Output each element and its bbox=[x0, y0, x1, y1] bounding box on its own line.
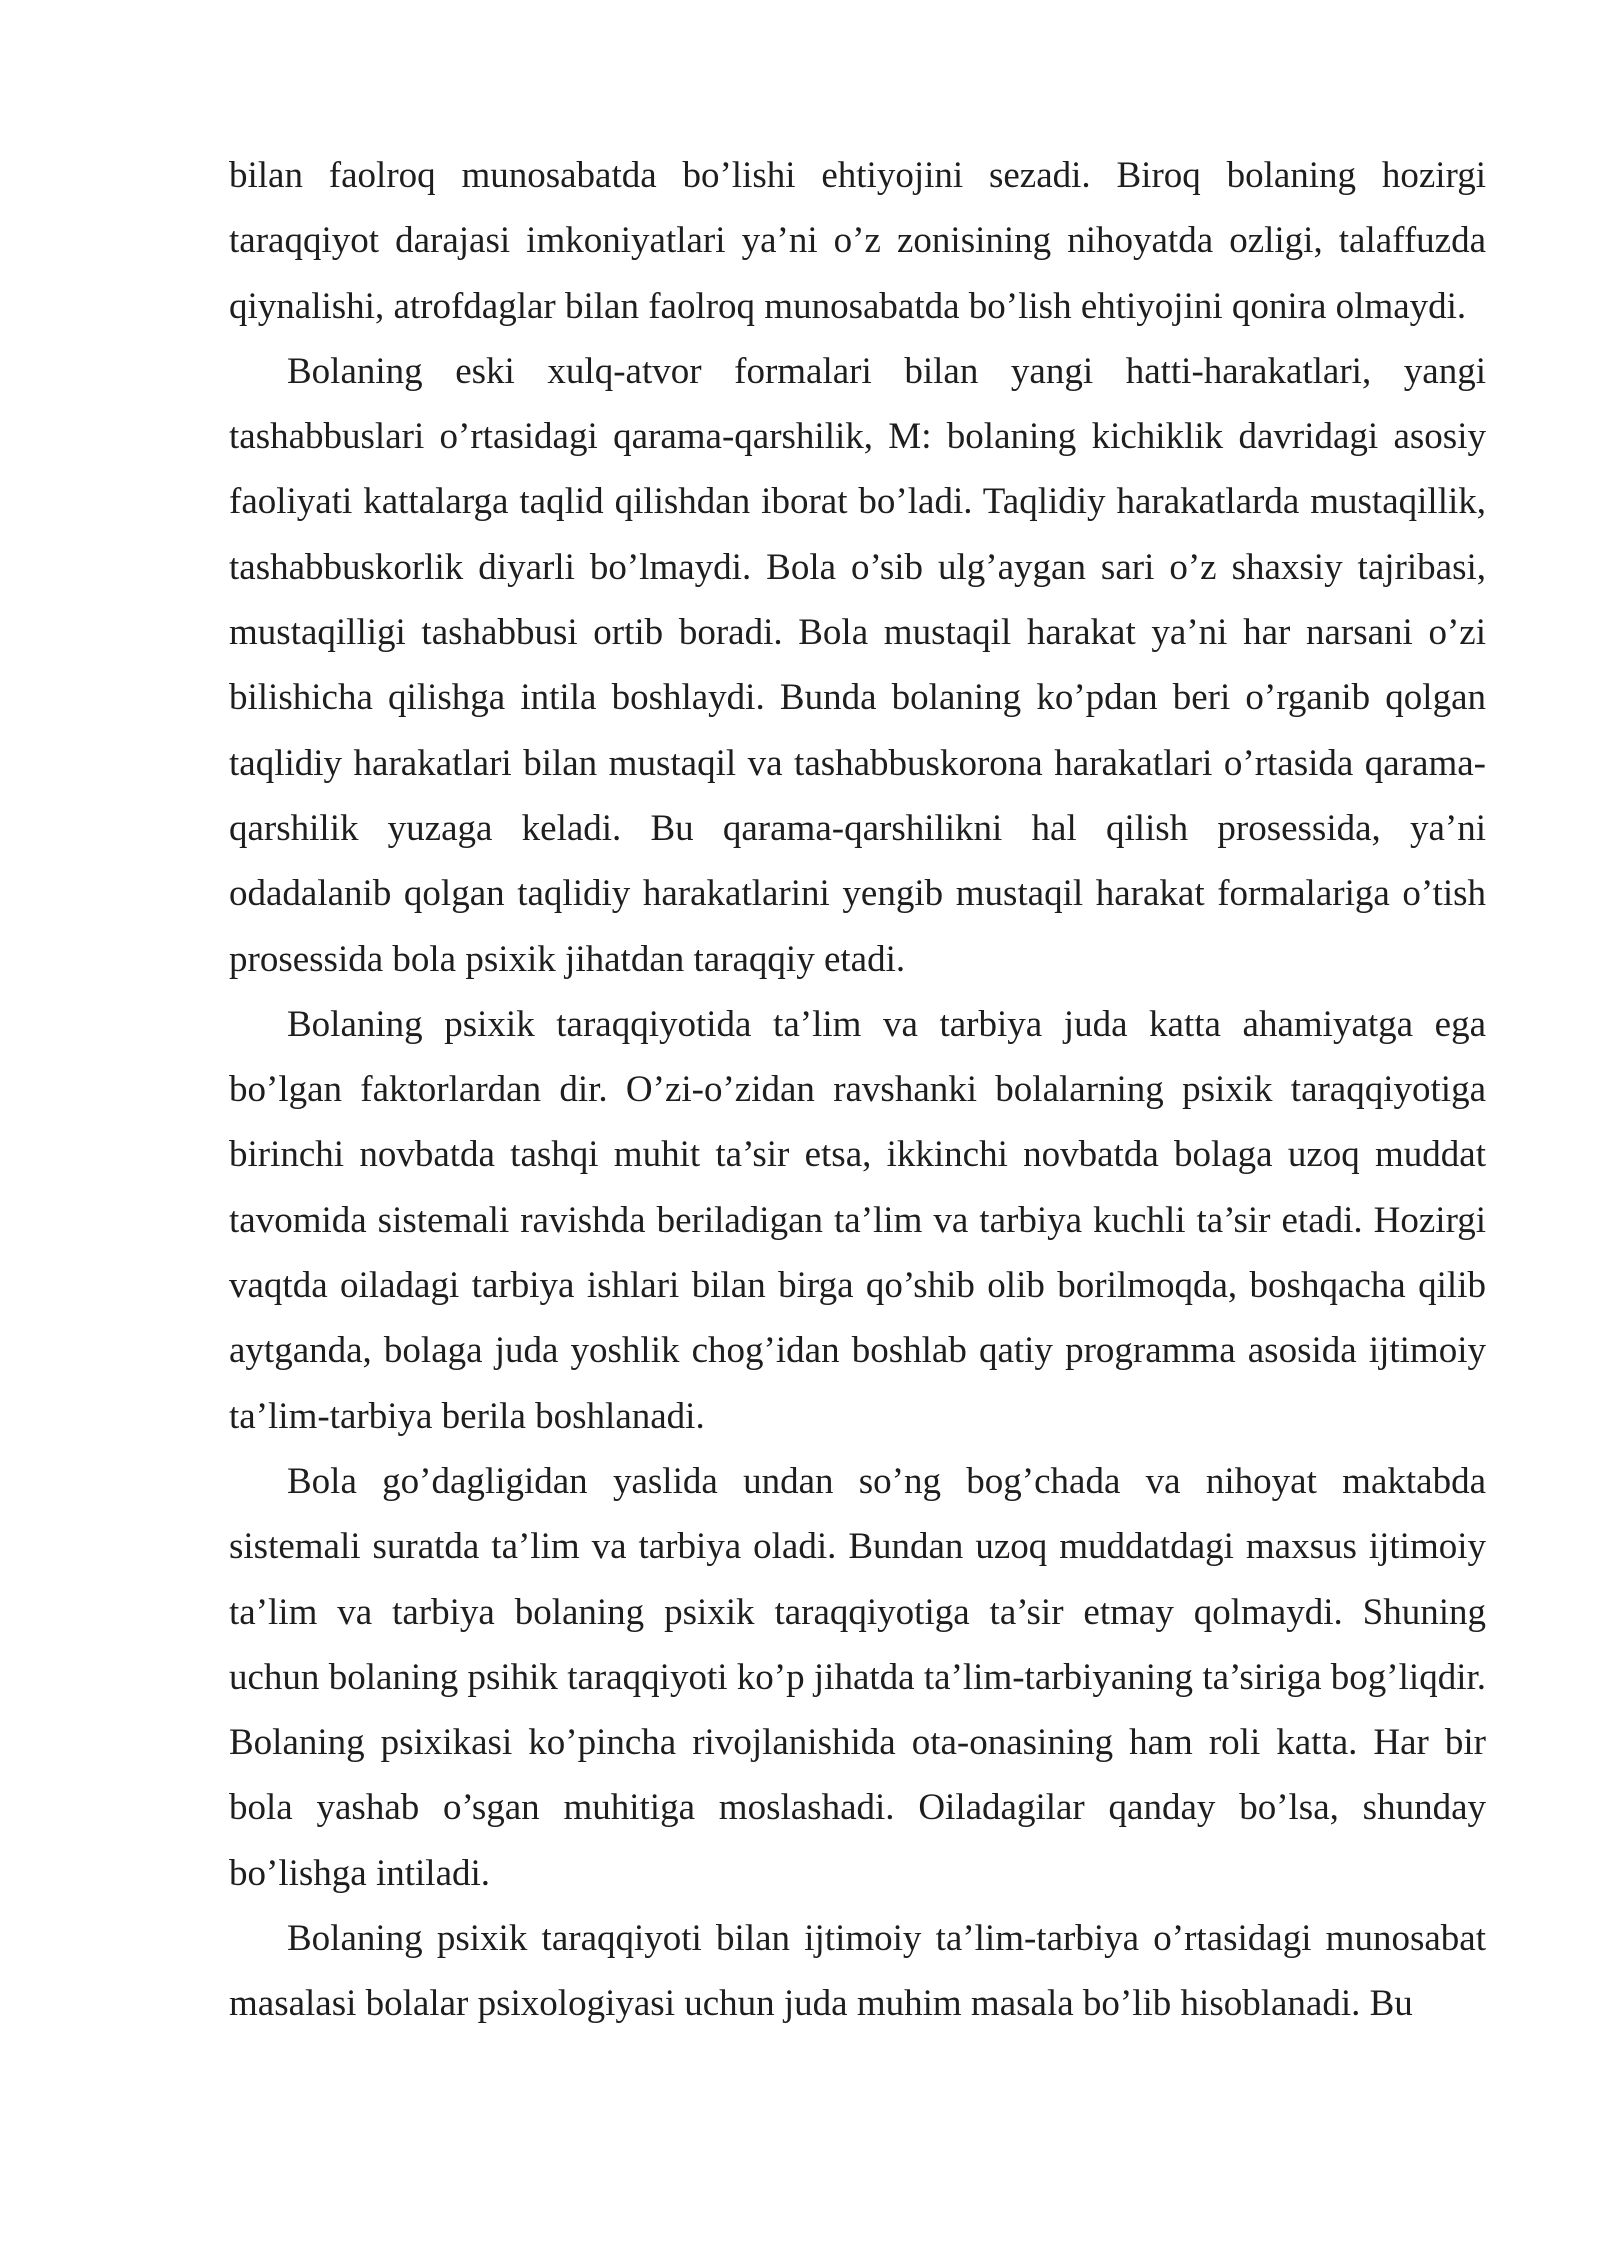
paragraph-1: bilan faolroq munosabatda bo’lishi ehtiyojini sezadi. Biroq bolaning hozirgi taraqqiyot darajasi imkoniyatlari ya’ni o’z zonisining nihoyatda ozligi, talaffuzda qiynalishi, atrofdaglar bilan faolroq munosabatda bo’lish ehtiyojini qonira olmaydi. bbox=[229, 155, 1486, 327]
paragraph-3: Bolaning psixik taraqqiyotida ta’lim va tarbiya juda katta ahamiyatga ega bo’lgan faktorlardan dir. O’zi-o’zidan ravshanki bolalarning psixik taraqqiyotiga birinchi novbatda tashqi muhit ta’sir etsa, ikkinchi novbatda bolaga uzoq muddat tavomida sistemali ravishda beriladigan ta’lim va tarbiya kuchli ta’sir etadi. Hozirgi vaqtda oiladagi tarbiya ishlari bilan birga qo’shib olib borilmoqda, boshqacha qilib aytganda, bolaga juda yoshlik chog’idan boshlab qatiy programma asosida ijtimoiy ta’lim-tarbiya berila boshlanadi. bbox=[229, 1003, 1486, 1437]
body-text bbox=[229, 143, 1486, 2037]
paragraph-5: Bolaning psixik taraqqiyoti bilan ijtimoiy ta’lim-tarbiya o’rtasidagi munosabat masalasi bolalar psixologiyasi uchun juda muhim masala bo’lib hisoblanadi. Bu bbox=[229, 1918, 1486, 2025]
paragraph-4: Bola go’dagligidan yaslida undan so’ng bog’chada va nihoyat maktabda sistemali suratda ta’lim va tarbiya oladi. Bundan uzoq muddatdagi maxsus ijtimoiy ta’lim va tarbiya bolaning psixik taraqqiyotiga ta’sir etmay qolmaydi. Shuning uchun bolaning psihik taraqqiyoti ko’p jihatda ta’lim-tarbiyaning ta’siriga bog’liqdir. Bolaning psixikasi ko’pincha rivojlanishida ota-onasining ham roli katta. Har bir bola yashab o’sgan muhitiga moslashadi. Oiladagilar qanday bo’lsa, shunday bo’lishga intiladi. bbox=[229, 1460, 1486, 1894]
paragraph-2: Bolaning eski xulq-atvor formalari bilan yangi hatti-harakatlari, yangi tashabbuslari o’rtasidagi qarama-qarshilik, M: bolaning kichiklik davridagi asosiy faoliyati kattalarga taqlid qilishdan iborat bo’ladi. Taqlidiy harakatlarda mustaqillik, tashabbuskorlik diyarli bo’lmaydi. Bola o’sib ulg’aygan sari o’z shaxsiy tajribasi, mustaqilligi tashabbusi ortib boradi. Bola mustaqil harakat ya’ni har narsani o’zi bilishicha qilishga intila boshlaydi. Bunda bolaning ko’pdan beri o’rganib qolgan taqlidiy harakatlari bilan mustaqil va tashabbuskorona harakatlari o’rtasida qarama-qarshilik yuzaga keladi. Bu qarama-qarshilikni hal qilish prosessida, ya’ni odadalanib qolgan taqlidiy harakatlarini yengib mustaqil harakat formalariga o’tish prosessida bola psixik jihatdan taraqqiy etadi. bbox=[229, 350, 1486, 980]
